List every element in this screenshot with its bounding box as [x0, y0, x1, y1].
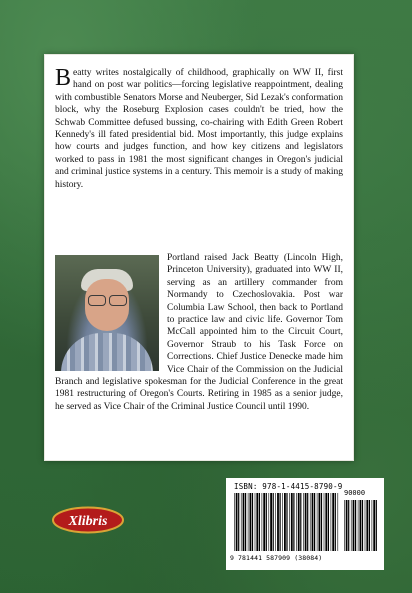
- barcode-bar: [263, 493, 265, 551]
- barcode-bar: [270, 493, 272, 551]
- barcode-bar: [280, 493, 281, 551]
- barcode-bar: [269, 493, 270, 551]
- barcode-bar: [307, 493, 308, 551]
- barcode-bar: [373, 500, 375, 551]
- barcode-addon-bars: [344, 500, 378, 551]
- barcode-bar: [300, 493, 301, 551]
- barcode-bar: [312, 493, 314, 551]
- barcode-bar: [282, 493, 283, 551]
- barcode-bars: [234, 493, 340, 551]
- xlibris-logo-text: Xlibris: [68, 514, 108, 529]
- barcode-bar: [372, 500, 373, 551]
- xlibris-logo: [51, 506, 125, 534]
- barcode-bar: [365, 500, 366, 551]
- barcode-bar: [317, 493, 318, 551]
- barcode-bar: [305, 493, 307, 551]
- barcode-bar: [259, 493, 260, 551]
- barcode-bar: [298, 493, 300, 551]
- barcode-bar: [362, 500, 363, 551]
- blurb-text: eatty writes nostalgically of childhood, graphically on WW II, first hand on post war politics—forcing legislative reappointment, dealing with combustible Senators Morse and Neuberger, Sid Lezak's conformation block, why the Roseburg Explosion cases couldn't be tried, how the Schwab Committee defused bussing, co-chairing with Edith Green Robert Kennedy's ill fated presidential bid. Most importantly, this judge explains how courts and judges function, and how key citizens and legislators worked to pass in 1981 the most significant changes in Oregon's judicial and criminal justice systems in a century. This memoir is a study of making history.: [55, 68, 343, 190]
- barcode-bar: [346, 500, 348, 551]
- barcode-bar: [353, 500, 355, 551]
- barcode-bar: [369, 500, 370, 551]
- barcode-bar: [321, 493, 322, 551]
- barcode-bar: [331, 493, 332, 551]
- barcode-bar: [256, 493, 258, 551]
- barcode-bar: [236, 493, 238, 551]
- barcode-bar: [266, 493, 267, 551]
- barcode-bar: [252, 493, 253, 551]
- barcode-number: 9 781441 587909 (38084): [230, 554, 323, 562]
- barcode-bar: [338, 493, 339, 551]
- barcode-bar: [291, 493, 293, 551]
- book-blurb: [55, 67, 343, 191]
- back-cover-text-panel: [44, 54, 354, 461]
- barcode-bar: [262, 493, 263, 551]
- barcode-bar: [275, 493, 276, 551]
- barcode-bar: [286, 493, 287, 551]
- isbn-barcode: [226, 478, 384, 570]
- barcode-bar: [351, 500, 352, 551]
- barcode-bar: [284, 493, 286, 551]
- barcode-bar: [289, 493, 290, 551]
- barcode-bar: [241, 493, 242, 551]
- barcode-bar: [277, 493, 279, 551]
- barcode-bar: [332, 493, 334, 551]
- barcode-bar: [303, 493, 304, 551]
- barcode-bar: [366, 500, 368, 551]
- barcode-bar: [376, 500, 377, 551]
- barcode-bar: [335, 493, 336, 551]
- barcode-bar: [273, 493, 274, 551]
- barcode-bar: [355, 500, 356, 551]
- barcode-bar: [348, 500, 349, 551]
- barcode-bar: [296, 493, 297, 551]
- barcode-bar: [293, 493, 294, 551]
- barcode-bar: [255, 493, 256, 551]
- barcode-bar: [238, 493, 239, 551]
- isbn-label: ISBN: 978-1-4415-8790-9: [234, 482, 343, 491]
- drop-cap: B: [55, 65, 72, 91]
- barcode-bar: [245, 493, 246, 551]
- barcode-bar: [243, 493, 245, 551]
- price-code: 90000: [344, 489, 366, 497]
- barcode-bar: [360, 500, 362, 551]
- barcode-bar: [250, 493, 252, 551]
- barcode-bar: [314, 493, 315, 551]
- barcode-bar: [344, 500, 345, 551]
- barcode-bar: [319, 493, 321, 551]
- barcode-bar: [325, 493, 327, 551]
- author-bio: [55, 252, 343, 413]
- barcode-bar: [324, 493, 325, 551]
- barcode-bar: [358, 500, 359, 551]
- barcode-bar: [248, 493, 249, 551]
- barcode-bar: [310, 493, 311, 551]
- barcode-bar: [234, 493, 235, 551]
- author-bio-text: Portland raised Jack Beatty (Lincoln High, Princeton University), graduated into WW II, serving as an artillery commander from Normandy to Czechoslovakia. Post war Columbia Law School, then back to Portland to practice law and civic life. Governor Tom McCall appointed him to the Circuit Court, Governor Straub to his Task Force on Corrections. Chief Justice Denecke made him Vice Chair of the Commission on the Judicial Branch and legislative spokesman for the Judicial Conference in the great 1981 restructuring of Oregon's Courts. Retiring in 1985 as a senior judge, he served as Vice Chair of the Criminal Justice Council until 1990.: [55, 253, 343, 412]
- barcode-bar: [328, 493, 329, 551]
